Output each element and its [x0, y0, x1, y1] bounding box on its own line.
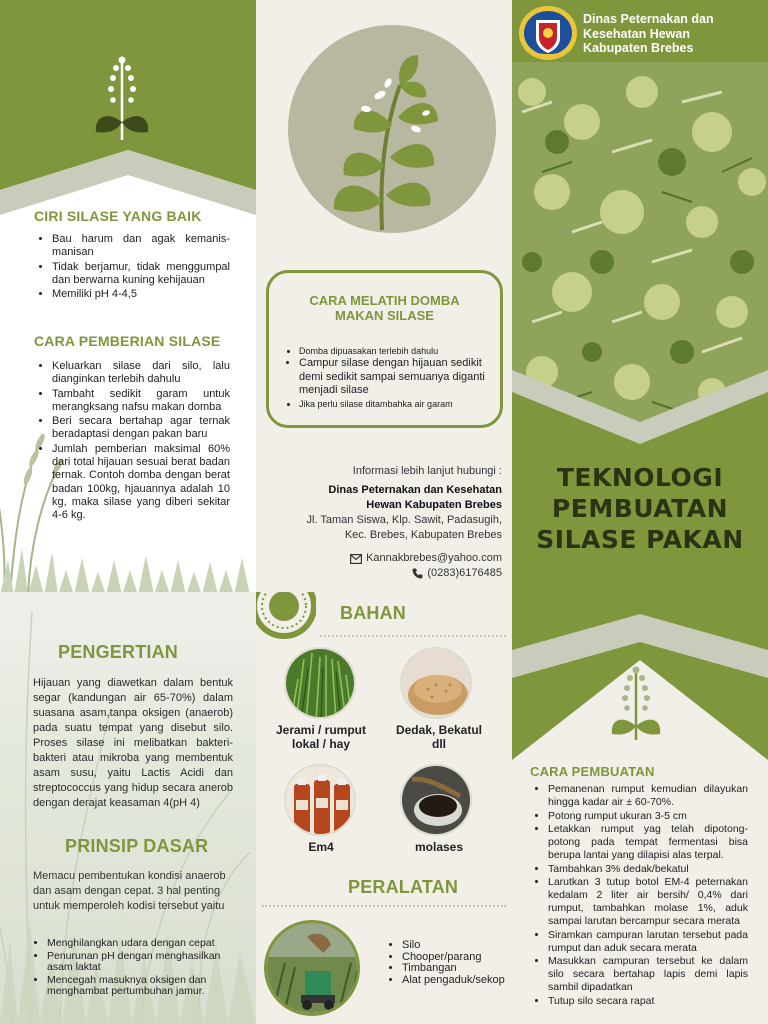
dedak-photo: [400, 647, 472, 719]
bahan-caption-2: Dedak, Bekatul dll: [395, 723, 483, 751]
bahan-title: BAHAN: [340, 603, 406, 623]
cover-panel: [512, 0, 768, 1024]
pengertian-title: PENGERTIAN: [58, 642, 179, 662]
phone-text[interactable]: (0283)6176485: [427, 567, 502, 579]
molases-photo: [400, 764, 472, 836]
plant-icon: [288, 25, 496, 233]
pemberian-list: [38, 360, 230, 524]
jerami-photo: [284, 647, 356, 719]
list-item: • Tambaht sedikit garam untuk merangksang nafsu makan domba: [52, 388, 230, 415]
brebes-logo-icon: [517, 4, 579, 62]
melatih-title: CARA MELATIH DOMBA MAKAN SILASE: [309, 293, 460, 323]
list-item: • Larutkan 3 tutup botol EM-4 peternakan kedalam 2 liter air bersih/ 0,4% dari rumput, tambahkan molase 1%, aduk sampai larutan bercampur secara merata: [548, 876, 748, 928]
mail-icon: [350, 554, 362, 564]
list-item: • Memiliki pH 4-4,5: [52, 288, 230, 301]
list-item: • Pemanenan rumput kemudian dilayukan hingga kadar air ± 60-70%.: [548, 783, 748, 809]
prinsip-title: PRINSIP DASAR: [65, 836, 209, 856]
list-item: • Penurunan pH dengan menghasilkan asam laktat: [47, 951, 238, 974]
agency-header: [512, 0, 768, 62]
peralatan-title: PERALATAN: [348, 877, 459, 897]
bahan-caption-1: Jerami / rumput lokal / hay: [275, 723, 367, 751]
list-item: • Menghilangkan udara dengan cepat: [47, 938, 238, 950]
list-item: • Jumlah pemberian maksimal 60% dari total hijauan sesuai berat badan ternak. Contoh domba dengan berat badan 100kg, hjauannya adalah 10 kg, maka silase yang diberi sekitar 4-6 kg.: [52, 443, 230, 523]
list-item: • Tambahkan 3% dedak/bekatul: [548, 863, 748, 876]
ciri-list: [38, 233, 230, 302]
list-item: • Alat pengaduk/sekop: [402, 975, 512, 987]
list-item: • Letakkan rumput yag telah dipotong-potong pada tempat fermentasi bisa berupa lantai yang dilapisi alas terpal.: [548, 823, 748, 862]
pemberian-title: CARA PEMBERIAN SILASE: [34, 333, 221, 349]
plant-badge: [288, 25, 496, 233]
peralatan-photo: [264, 920, 360, 1016]
bahan-caption-3: Em4: [308, 840, 334, 854]
middle-panel: [256, 0, 512, 1024]
chevron-banner: [0, 0, 256, 240]
list-item: • Potong rumput ukuran 3-5 cm: [548, 810, 748, 823]
list-item: • Tidak berjamur, tidak menggumpal dan berwarna kuning kehijauan: [52, 261, 230, 288]
phone-icon: [412, 568, 423, 579]
list-item: • Siramkan campuran larutan tersebut pada rumput dan aduk secara merata: [548, 929, 748, 955]
list-item: • Chooper/parang: [402, 952, 512, 964]
agency-name: Dinas Peternakan dan Kesehatan Hewan Kabupaten Brebes: [583, 12, 714, 55]
list-item: • Silo: [402, 940, 512, 952]
em4-photo: [284, 764, 356, 836]
chevron-divider: [512, 370, 768, 470]
phone-contact: [262, 566, 502, 581]
left-panel: [0, 0, 256, 1024]
list-item: • Domba dipuasakan terlebih dahulu: [299, 345, 497, 357]
melatih-list: [285, 345, 497, 410]
prinsip-list: [33, 938, 238, 999]
melatih-card: [266, 270, 503, 428]
pengertian-text: Hijauan yang diawetkan dalam bentuk segar (kandungan air 65-70%) dalam suasana asam,tanpa oksigen (anaerob) pada suatu tempat yang disebut silo. Proses silase ini melibatkan bakteri-bakteri atau mikroba yang membentuk asam susu, yaitu Lactis Acidi dan streptococcus yang hidup secara anerob dengan derajat keasaman 4(pH 4): [33, 677, 233, 809]
list-item: • Beri secara bertahap agar ternak beradaptasi dengan pakan baru: [52, 415, 230, 442]
pembuatan-list: [536, 783, 748, 1008]
decor-arc: [256, 592, 316, 652]
list-item: • Masukkan campuran tersebut ke dalam silo secara bertahap lapis demi lapis sambil dipadatkan: [548, 955, 748, 994]
silage-photo: [512, 62, 768, 422]
email-contact: [262, 551, 502, 566]
peralatan-list: [388, 940, 512, 986]
email-text[interactable]: Kannakbrebes@yahoo.com: [366, 552, 502, 564]
list-item: • Campur silase dengan hijauan sedikit demi sedikit sampai semuanya diganti menjadi silase: [299, 357, 497, 398]
divider: [320, 635, 506, 637]
contact-info: Informasi lebih lanjut hubungi : Dinas Peternakan dan Kesehatan Hewan Kabupaten Brebes Jl. Taman Siswa, Klp. Sawit, Padasugih, Kec. Brebes, Kabupaten Brebes Kannakbrebes@yahoo.com (0283)6176485: [262, 464, 502, 581]
list-item: • Keluarkan silase dari silo, lalu dianginkan terlebih dahulu: [52, 360, 230, 387]
list-item: • Mencegah masuknya oksigen dan menghambat pertumbuhan jamur.: [47, 975, 238, 998]
list-item: • Jika perlu silase ditambahka air garam: [299, 398, 497, 410]
brochure-title: TEKNOLOGI PEMBUATAN SILASE PAKAN: [536, 463, 744, 554]
prinsip-text: Memacu pembentukan kondisi anaerob dan asam dengan cepat. 3 hal penting untuk memperoleh kodisi tersebut yaitu: [33, 870, 226, 912]
ciri-title: CIRI SILASE YANG BAIK: [34, 208, 202, 224]
list-item: • Bau harum dan agak kemanis-manisan: [52, 233, 230, 260]
list-item: • Tutup silo secara rapat: [548, 995, 748, 1008]
divider: [262, 905, 506, 907]
bahan-caption-4: molases: [414, 840, 464, 854]
pembuatan-title: CARA PEMBUATAN: [530, 764, 655, 779]
list-item: • Timbangan: [402, 963, 512, 975]
